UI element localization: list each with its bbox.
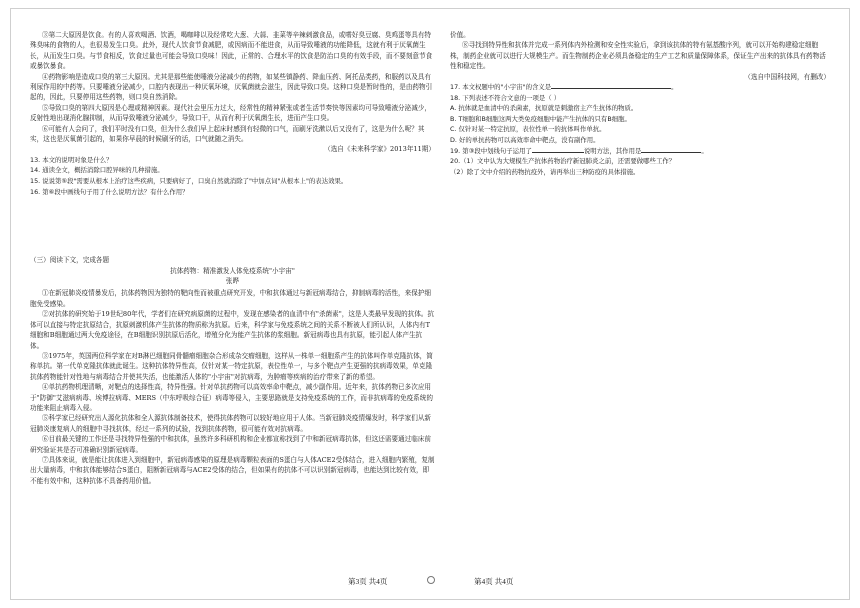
article-paragraph-4: ④单抗药物机理清晰，对靶点的选择性高，特异性强。针对单抗药物可以高效率命中靶点，减少副作用。近年来，抗体药物已多次应用于"防御"艾滋病病毒、埃博拉病毒、MERS（中东呼吸综合征）病毒等侵入，主要思路就是支持免疫系统的工作，而非抗病毒的免疫系统的功能来阻止病毒入侵。 bbox=[30, 383, 433, 412]
paragraph-3: ③第二大原因是饮食。有的人喜欢喝酒、饮酒，喝咖啡以及经常吃大葱、大蒜、韭菜等辛辣刺激食品，或嗜好臭豆腐、臭鸡蛋等具有特殊臭味的食物的人，也很易发生口臭。此外，现代人饮食节食减肥，或因病而不能进食，从而导致唾液的功能降低，这就有利于厌氧菌生长，从而发生口臭。与节食相反，饮食过量也可能会导致口臭味！因此，正常的、合理水平的饮食是防治口臭的有效手段，而不要刻意节食或暴饮暴食。 bbox=[30, 31, 433, 71]
right-column bbox=[450, 30, 830, 177]
continuation-text: 价值。 bbox=[450, 31, 470, 39]
footer-page-left: 第3页 共4页 bbox=[348, 577, 388, 586]
binding-dot-icon bbox=[427, 576, 435, 584]
answer-blank-17[interactable] bbox=[551, 82, 671, 89]
answer-blank-19a[interactable] bbox=[532, 146, 584, 153]
question-19-text: 19. 第③段中划线句子运用了 bbox=[450, 146, 532, 155]
source-citation: （选自《未来科学家》2013年11期） bbox=[324, 145, 435, 154]
question-14: 14. 通读全文，概括消除口腔异味的几种措施。 bbox=[30, 166, 164, 175]
answer-blank-19b[interactable] bbox=[641, 146, 701, 153]
question-17-text: 17. 本文权题中的"小宇宙"的含义是 bbox=[450, 83, 552, 92]
question-15: 15. 说说第⑤段"需要从根本上治疗这些疾病，只要病好了，口臭自然就消除了"中加点词"从根本上"的表达效果。 bbox=[30, 177, 348, 186]
article-paragraph-6: ⑥目前最关键的工作还是寻找特异性强的中和抗体，虽然许多科研机构和企业都宣称找到了中和新冠病毒抗体，但这还需要通过临床前研究验证其是否可准确识别新冠病毒。 bbox=[30, 435, 432, 454]
question-19: 19. 第③段中划线句子运用了 说明方法，其作用是 。 bbox=[450, 146, 708, 155]
question-18: 18. 下列表述不符合文意的一项是（ ） bbox=[450, 93, 561, 102]
option-b: B. T细胞和B细胞这两大类免疫细胞中能产生抗体的只有B细胞。 bbox=[450, 114, 631, 123]
article-paragraph-5: ⑤科学家已经研究出人源化抗体和全人源抗体制备技术，使得抗体药物可以较好地应用于人体。当新冠肺炎疫情爆发时，科学家们从新冠肺炎康复病人的细胞中寻找抗体，经过一系列的试验，找到抗体药物，很可能有效对抗病毒。 bbox=[30, 414, 432, 433]
option-c: C. 仅针对某一特定抗原，表位性单一的抗体叫作单抗。 bbox=[450, 125, 606, 134]
footer-page-right: 第4页 共4页 bbox=[474, 577, 514, 586]
article-paragraph-7: ⑦具体来说，就是能让抗体进入到细胞中，新冠病毒感染的原理是病毒颗粒表面的S蛋白与人体ACE2受体结合，进入细胞内繁殖，复制出大量病毒，中和抗体能够结合S蛋白，阻断新冠病毒与ACE2受体的结合，但如果有的抗体不可以识别新冠病毒，也能达到比较有效，即不能有效中和，这种抗体不具备药用价值。 bbox=[30, 455, 435, 485]
question-20-1: 20.（1）文中认为大规模生产抗体药物治疗新冠肺炎之前，还需要做哪些工作？ bbox=[450, 157, 676, 166]
article-source: （选自中国科技网，有删改） bbox=[744, 72, 830, 81]
article-title: 抗体药物：精准激发人体免疫系统"小宇宙" bbox=[170, 266, 295, 275]
question-13: 13. 本文的说明对象是什么？ bbox=[30, 155, 113, 164]
question-20-2: （2）除了文中介绍的药物抗疫外，请再举出三种防疫的具体措施。 bbox=[450, 167, 640, 176]
paragraph-5: ⑤导致口臭的第四大原因是心理或精神因素。现代社会里压力过大，经常性的精神紧张或者生活节奏快等因素均可导致唾液分泌减少，反射性地出现消化腺抑制，从而导致唾液分泌减少，导致口干，从而有利于厌氧菌生长，进而产生口臭。 bbox=[30, 103, 432, 123]
option-d: D. 好的单抗药物可以高效率命中靶点，没有副作用。 bbox=[450, 136, 600, 144]
paragraph-6: ⑥可能有人会问了，我们平时没有口臭，但为什么我们早上起床时感到有轻微的口气，而刷牙洗漱以后又没有了，这是为什么呢？其实，这也是厌氧菌引起的，如果你早晨的时候刷牙的话，口气就随之消失。 bbox=[30, 124, 425, 144]
left-column bbox=[30, 30, 435, 486]
section-heading: （三）阅读下文，完成各题 bbox=[30, 256, 110, 265]
answer-space bbox=[30, 197, 435, 255]
question-19-tail: 说明方法，其作用是 bbox=[583, 146, 642, 155]
article-paragraph-8: ⑧寻找到特异性和抗体并完成一系列体内外检测和安全性实验后，拿到该抗体的特有氨基酸序列，就可以开始构建稳定细胞株，制药企业就可以进行大规模生产。而生物制药企业必须具备稳定的生产工艺和质量保障体系，保证生产出来的抗体具有药物活性和稳定性。 bbox=[450, 41, 826, 71]
question-17: 17. 本文权题中的"小宇宙"的含义是 。 bbox=[450, 83, 678, 92]
article-paragraph-3: ③1975年，英国两位科学家在对B淋巴细胞同骨髓瘤细胞杂合形成杂交瘤细胞，这样从一株单一细胞系产生的抗体叫作单克隆抗体，简称单抗。第一代单克隆抗体就此诞生。这种抗体特异性高，仅针对某一特定抗原，表位性单一，与多个靶点产生更强的抗病毒效果，单克隆抗体药物能针对性地与病毒结合并使其失活，也能激活人体的"小宇宙"对抗病毒，为肿瘤等疾病的治疗带来了新的希望。 bbox=[30, 351, 433, 381]
paragraph-4: ④药物影响是造成口臭的第三大原因。尤其是那些能使唾液分泌减少的药物，如某些镇静药、降血压药、阿托品类药，和服药以及具有利尿作用的中药等。只要唾液分泌减少，口腔内表现出一种厌氧环境，厌氧菌就会滋生，因此导致口臭。这种口臭是暂时性的，是由药物引起的，因此，只要停用这些药物，则口臭自然消除。 bbox=[30, 72, 433, 102]
article-author: 张晔 bbox=[225, 277, 240, 286]
article-paragraph-1: ①在新冠肺炎疫情暴发后，抗体药物因为独特的靶向性而被重点研究开发，中和抗体通过与新冠病毒结合，抑制病毒的活性，来保护细胞免受感染。 bbox=[30, 289, 432, 308]
question-16: 16. 第⑥段中画线句子用了什么说明方法？有什么作用？ bbox=[30, 187, 189, 196]
option-a: A. 抗体就是血清中的杀菌素，抗原就是刺激宿主产生抗体的物质。 bbox=[450, 104, 638, 113]
article-paragraph-2: ②对抗体的研究始于19世纪80年代，学者们在研究病原菌的过程中，发现在感染者的血清中有"杀菌素"，这是人类最早发现的抗体。抗体可以直接与特定抗原结合，抗原刺激机体产生抗体的物质称为抗原。后来，科学家与免疫系统之间的关系不断被人们所认识，人体内有T细胞和B细胞通过两大免疫途径，在B细胞识别抗原后活化，增殖分化为能产生抗体的浆细胞。新冠病毒也具有抗原，能引起人体产生抗体。 bbox=[30, 310, 435, 350]
